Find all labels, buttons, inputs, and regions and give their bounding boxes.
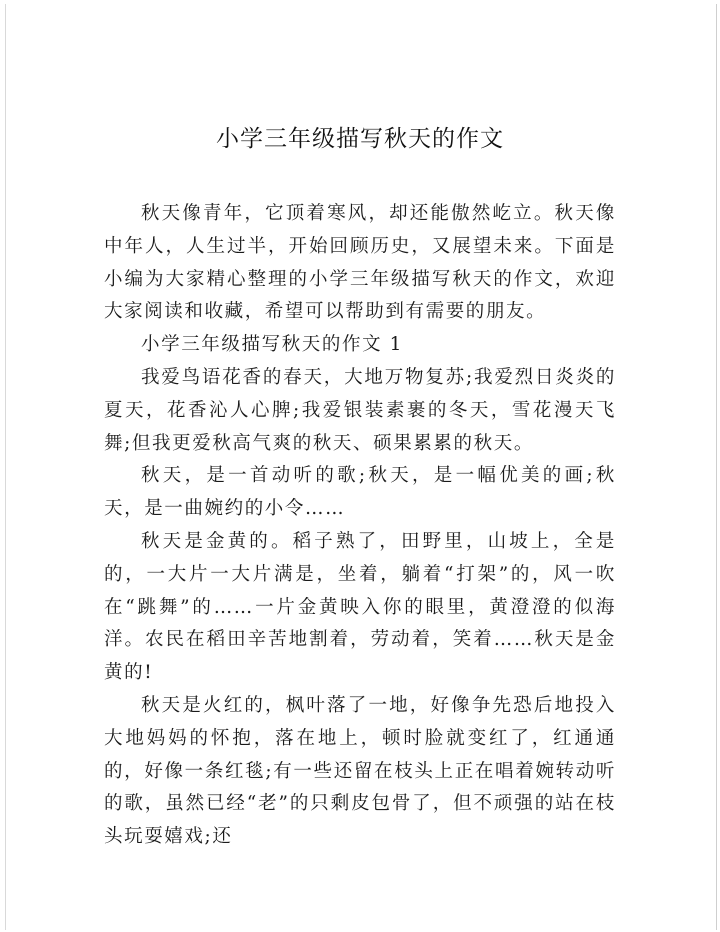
document-body	[104, 198, 616, 854]
body-paragraph: 我爱鸟语花香的春天，大地万物复苏;我爱烈日炎炎的夏天，花香沁人心脾;我爱银装素裹的冬天，雪花漫天飞舞;但我更爱秋高气爽的秋天、硕果累累的秋天。	[104, 366, 616, 454]
section-heading: 小学三年级描写秋天的作文 1	[141, 334, 404, 356]
body-paragraph: 秋天是金黄的。稻子熟了，田野里，山坡上，全是的，一大片一大片满是，坐着，躺着“打架”的，风一吹在“跳舞”的……一片金黄映入你的眼里，黄澄澄的似海洋。农民在稻田辛苦地割着，劳动着，笑着……秋天是金黄的!	[104, 530, 616, 684]
body-paragraph: 秋天是火红的，枫叶落了一地，好像争先恐后地投入大地妈妈的怀抱，落在地上，顿时脸就变红了，红通通的，好像一条红毯;有一些还留在枝头上正在唱着婉转动听的歌，虽然已经“老”的只剩皮包骨了，但不顽强的站在枝头玩耍嬉戏;还	[104, 694, 616, 848]
intro-paragraph: 秋天像青年，它顶着寒风，却还能傲然屹立。秋天像中年人，人生过半，开始回顾历史，又展望未来。下面是小编为大家精心整理的小学三年级描写秋天的作文，欢迎大家阅读和收藏，希望可以帮助到有需要的朋友。	[104, 203, 616, 323]
body-paragraph: 秋天，是一首动听的歌;秋天，是一幅优美的画;秋天，是一曲婉约的小令……	[104, 465, 616, 520]
document-title: 小学三年级描写秋天的作文	[216, 126, 504, 152]
